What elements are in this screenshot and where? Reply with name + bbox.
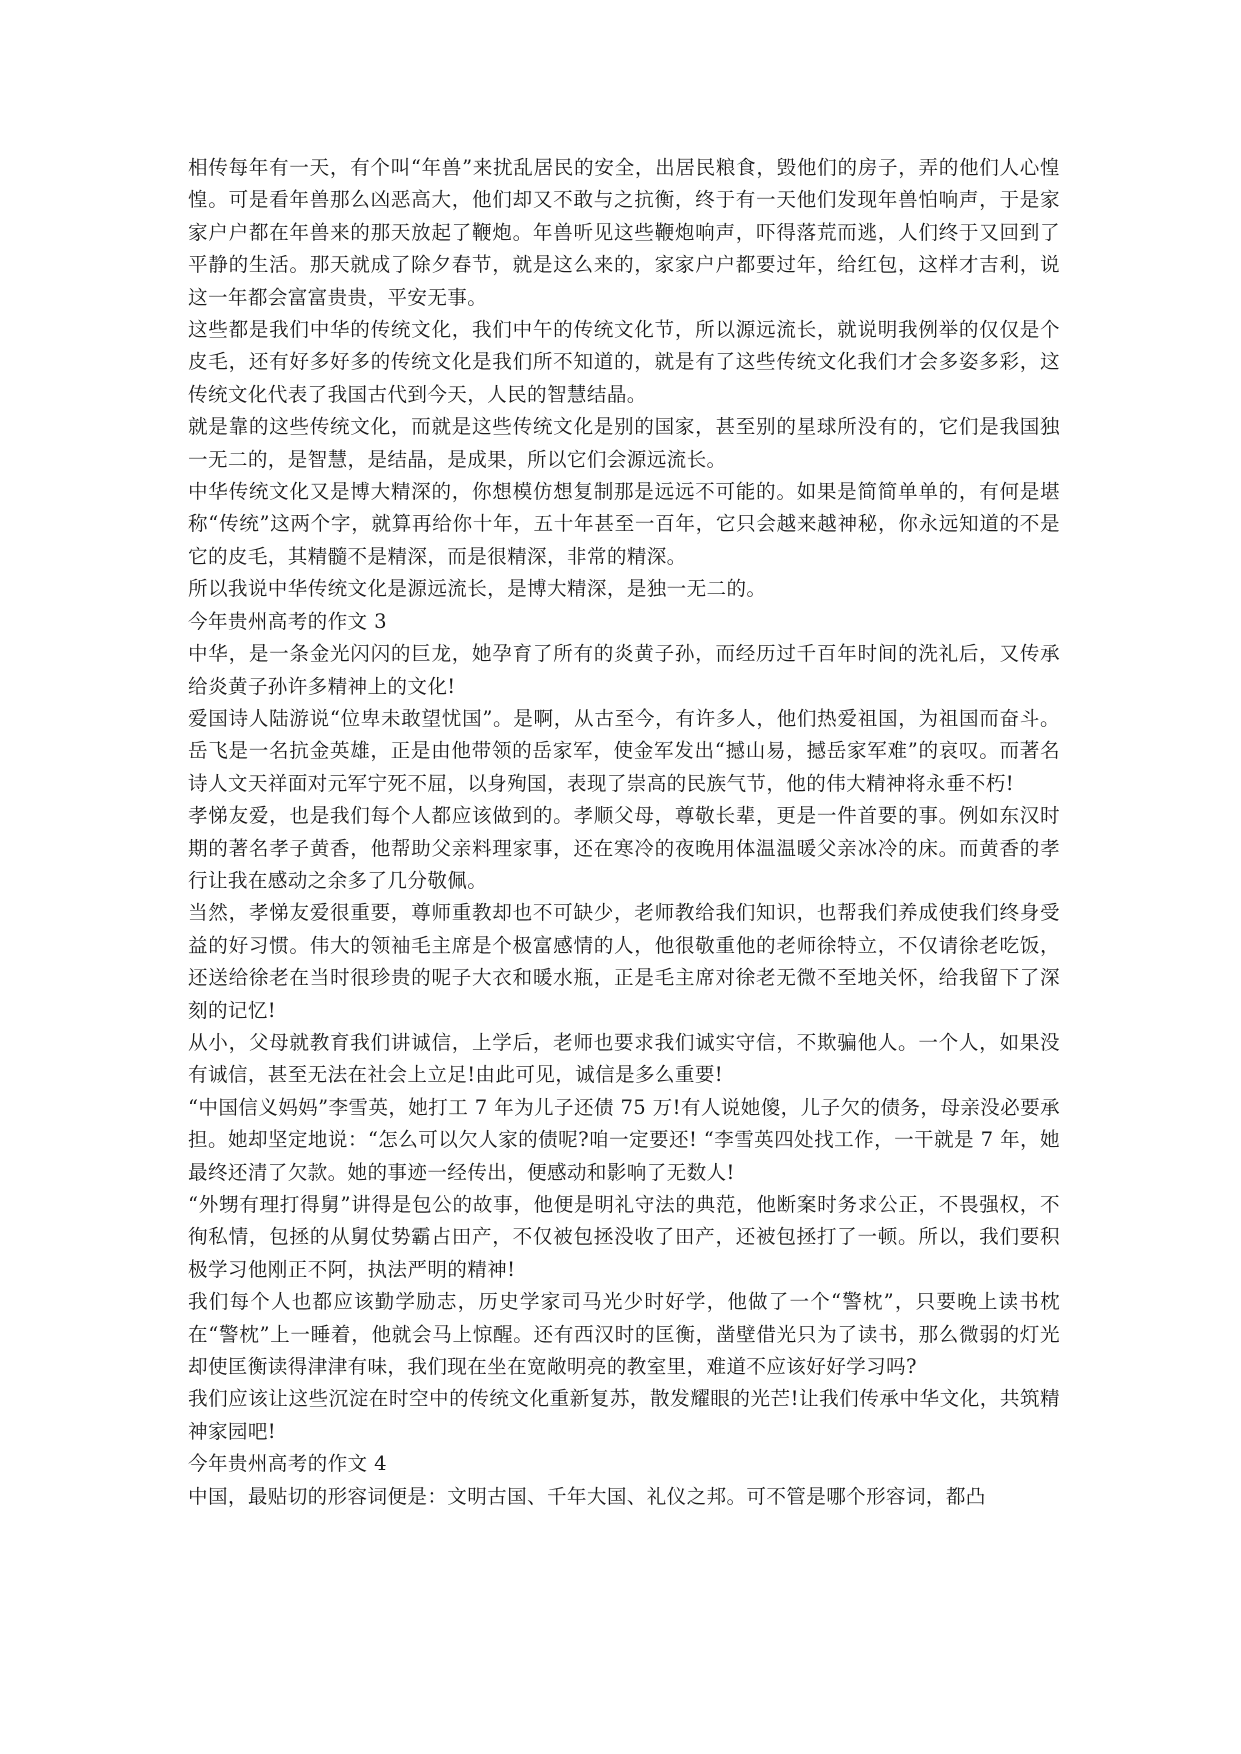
paragraph-china-description: 中国，最贴切的形容词便是：文明古国、千年大国、礼仪之邦。可不管是哪个形容词，都凸 <box>188 1484 986 1508</box>
essay-heading-4: 今年贵州高考的作文 4 <box>188 1452 387 1476</box>
paragraph-traditional-culture: 这些都是我们中华的传统文化，我们中午的传统文化节，所以源远流长，就说明我例举的仅仅是个皮毛，还有好多好多的传统文化是我们所不知道的，就是有了这些传统文化我们才会多姿多彩，这传统文化代表了我国古代到今天，人民的智慧结晶。 <box>188 318 1060 406</box>
paragraph-revive-culture: 我们应该让这些沉淀在时空中的传统文化重新复苏，散发耀眼的光芒!让我们传承中华文化，共筑精神家园吧! <box>188 1387 1060 1443</box>
paragraph-diligent-study: 我们每个人也都应该勤学励志，历史学家司马光少时好学，他做了一个“警枕”，只要晚上读书枕在“警枕”上一睡着，他就会马上惊醒。还有西汉时的匡衡，凿壁借光只为了读书，那么微弱的灯光却使匡衡读得津津有味，我们现在坐在宽敞明亮的教室里，难道不应该好好学习吗? <box>188 1290 1060 1379</box>
paragraph-profound-culture: 中华传统文化又是博大精深的，你想模仿想复制那是远远不可能的。如果是简简单单的，有何是堪称“传统”这两个字，就算再给你十年，五十年甚至一百年，它只会越来越神秘，你永远知道的不是它的皮毛，其精髓不是精深，而是很精深，非常的精深。 <box>188 480 1060 568</box>
paragraph-filial-piety: 孝悌友爱，也是我们每个人都应该做到的。孝顺父母，尊敬长辈，更是一件首要的事。例如东汉时期的著名孝子黄香，他帮助父亲料理家事，还在寒冷的夜晚用体温温暖父亲冰冷的床。而黄香的孝行让我在感动之余多了几分敬佩。 <box>188 804 1060 892</box>
paragraph-patriotism: 爱国诗人陆游说“位卑未敢望忧国”。是啊，从古至今，有许多人，他们热爱祖国，为祖国而奋斗。岳飞是一名抗金英雄，正是由他带领的岳家军，使金军发出“撼山易，撼岳家军难”的哀叹。而著名诗人文天祥面对元军宁死不屈，以身殉国，表现了崇高的民族气节，他的伟大精神将永垂不朽! <box>188 706 1060 795</box>
paragraph-bao-gong: “外甥有理打得舅”讲得是包公的故事，他便是明礼守法的典范，他断案时务求公正，不畏强权，不徇私情，包拯的从舅仗势霸占田产，不仅被包拯没收了田产，还被包拯打了一顿。所以，我们要积极学习他刚正不阿，执法严明的精神! <box>188 1193 1060 1281</box>
paragraph-dragon: 中华，是一条金光闪闪的巨龙，她孕育了所有的炎黄子孙，而经历过千百年时间的洗礼后，又传承给炎黄子孙许多精神上的文化! <box>188 642 1060 698</box>
essay-heading-3: 今年贵州高考的作文 3 <box>188 609 387 633</box>
paragraph-conclusion: 所以我说中华传统文化是源远流长，是博大精深，是独一无二的。 <box>188 577 767 601</box>
paragraph-respect-teachers: 当然，孝悌友爱很重要，尊师重教却也不可缺少，老师教给我们知识，也帮我们养成使我们终身受益的好习惯。伟大的领袖毛主席是个极富感情的人，他很敬重他的老师徐特立，不仅请徐老吃饭，还送给徐老在当时很珍贵的呢子大衣和暖水瓶，正是毛主席对徐老无微不至地关怀，给我留下了深刻的记忆! <box>188 901 1060 1022</box>
document-body <box>188 152 1060 1513</box>
paragraph-nian-legend: 相传每年有一天，有个叫“年兽”来扰乱居民的安全，出居民粮食，毁他们的房子，弄的他们人心惶惶。可是看年兽那么凶恶高大，他们却又不敢与之抗衡，终于有一天他们发现年兽怕响声，于是家家户户都在年兽来的那天放起了鞭炮。年兽听见这些鞭炮响声，吓得落荒而逃，人们终于又回到了平静的生活。那天就成了除夕春节，就是这么来的，家家户户都要过年，给红包，这样才吉利，说这一年都会富富贵贵，平安无事。 <box>188 156 1060 309</box>
paragraph-li-xueying: “中国信义妈妈”李雪英，她打工 7 年为儿子还债 75 万!有人说她傻，儿子欠的债务，母亲没必要承担。她却坚定地说：“怎么可以欠人家的债呢?咱一定要还! “李雪英四处找工作，一干就是 7 年，她最终还清了欠款。她的事迹一经传出，便感动和影响了无数人! <box>188 1095 1060 1184</box>
paragraph-honesty: 从小，父母就教育我们讲诚信，上学后，老师也要求我们诚实守信，不欺骗他人。一个人，如果没有诚信，甚至无法在社会上立足!由此可见，诚信是多么重要! <box>188 1030 1060 1087</box>
paragraph-unique-culture: 就是靠的这些传统文化，而就是这些传统文化是别的国家，甚至别的星球所没有的，它们是我国独一无二的，是智慧，是结晶，是成果，所以它们会源远流长。 <box>188 415 1060 471</box>
